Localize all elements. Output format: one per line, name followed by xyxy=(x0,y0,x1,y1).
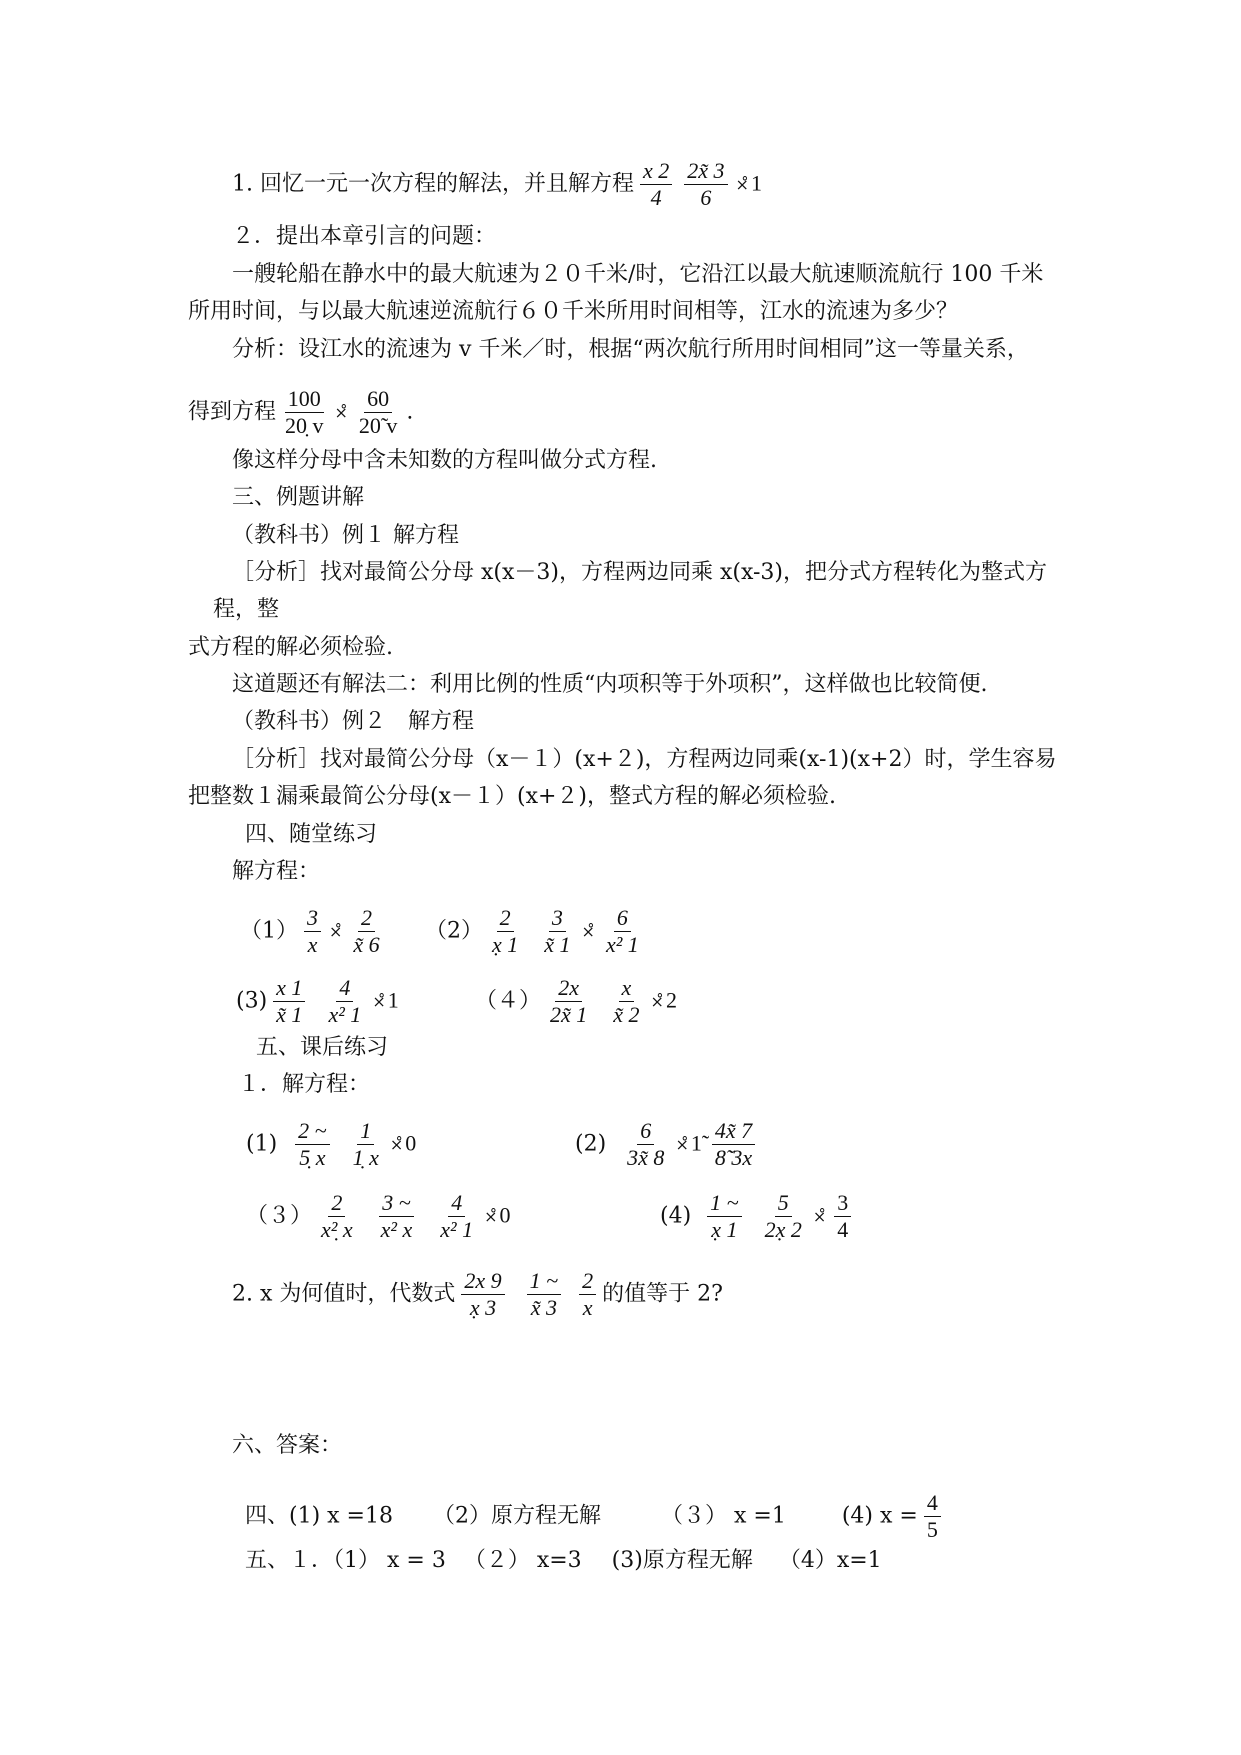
homework-problem-2: (2) $\frac{6}{3x̃ 8}$ ×̊1̃ $\frac{4x̃ 7}{8̃ 3x}$ xyxy=(575,1118,761,1171)
fraction: $\frac{2}{x̣ 1}$ xyxy=(492,905,519,957)
fraction: $\frac{3}{x̃ 1}$ xyxy=(544,905,571,957)
section-heading: 四、随堂练习 xyxy=(245,822,378,847)
practice-problem-1: （1） $\frac{3}{x}$ ×̊ $\frac{2}{x̃ 6}$ xyxy=(240,905,389,958)
answer-row-1: 四、(1) x =18 （2）原方程无解 （３） x =1 (4) x = $\frac{4}{5}$ xyxy=(245,1490,947,1543)
paragraph-line: 分析：设江水的流速为 v 千米／时，根据“两次航行所用时间相同”这一等量关系， xyxy=(232,337,1029,362)
fraction: $\frac{4x̃ 7}{8̃ 3x}$ xyxy=(712,1118,755,1171)
fraction: $\frac{6}{\text{x² 1}}$ xyxy=(605,905,639,957)
fraction: $\frac{x 1}{x̃ 1}$ xyxy=(273,975,305,1028)
homework-question-2: 2. x 为何值时，代数式 $\frac{2x 9}{x̣ 3}$ $\frac{1 \sim}{x̃ 3}$ $\frac{2}{x}$ 的值等于 2? xyxy=(232,1268,723,1320)
fraction: $\frac{3}{4}$ xyxy=(834,1190,851,1243)
fraction: $\frac{2x̃ 3}{6}$ xyxy=(684,158,727,211)
practice-problem-4: （４） $\frac{2x}{2x̃ 1}$ $\frac{x}{x̃ 2}$ ×̊2 xyxy=(475,975,677,1027)
equals-sign: ×̊ xyxy=(334,402,348,422)
practice-problem-2: （2） $\frac{2}{x̣ 1}$ $\frac{3}{x̃ 1}$ ×̊ $\frac{6}{\text{x² 1}}$ xyxy=(425,905,648,958)
homework-problem-1: (1) $\frac{2 \sim}{5̣ x}$ $\frac{1}{1̣ x}$ ×̊0 xyxy=(246,1118,417,1170)
section-heading: 五、课后练习 xyxy=(256,1035,389,1060)
fraction: $\frac{3}{x}$ xyxy=(304,905,321,958)
paragraph-line: 式方程的解必须检验. xyxy=(188,635,393,660)
fraction: $\frac{1 \sim}{x̃ 3}$ xyxy=(527,1268,561,1321)
fraction: $\frac{4}{5}$ xyxy=(924,1490,941,1543)
answer-row-2: 五、１．（1） x = 3 （２） x=3 (3)原方程无解 （4）x=1 xyxy=(245,1548,882,1573)
equals-sign: ×̊ xyxy=(735,174,749,194)
fraction: $\frac{x}{x̃ 2}$ xyxy=(613,975,640,1027)
paragraph-line: 解方程： xyxy=(232,859,321,884)
practice-problem-3: (3) $\frac{x 1}{x̃ 1}$ $\frac{4}{\text{x² 1}}$ ×̊1 xyxy=(236,975,399,1027)
paragraph-line: 程，整 xyxy=(213,597,280,622)
section-heading: 六、答案： xyxy=(232,1433,343,1458)
paragraph-line: 所用时间，与以最大航速逆流航行６０千米所用时间相等，江水的流速为多少？ xyxy=(188,299,959,324)
fraction: $\frac{2}{x̃ 6}$ xyxy=(353,905,380,957)
paragraph-line: ２．提出本章引言的问题： xyxy=(232,224,497,249)
equation-line: 得到方程 $\frac{100}{20̣ v}$ ×̊ $\frac{60}{20̃ v}$ . xyxy=(188,386,414,438)
paragraph-line: 像这样分母中含未知数的方程叫做分式方程. xyxy=(232,448,657,473)
fraction: $\frac{1}{1̣ x}$ xyxy=(352,1118,379,1170)
section-heading: 三、例题讲解 xyxy=(232,485,365,510)
homework-problem-4: (4) $\frac{1 \sim}{x̣ 1}$ $\frac{5}{2x̣ 2}$ ×̊ $\frac{3}{4}$ xyxy=(660,1190,857,1243)
fraction: $\frac{4}{\text{x² 1}}$ xyxy=(440,1190,474,1242)
paragraph-line: （教科书）例１ 解方程 xyxy=(232,523,459,548)
homework-problem-3: （３） $\frac{2}{\text{x²̣ x}}$ $\frac{3 \sim}{\text{x² x}}$ $\frac{4}{\text{x² 1}}$ ×̊0 xyxy=(246,1190,511,1242)
paragraph-line: 一艘轮船在静水中的最大航速为２０千米/时，它沿江以最大航速顺流航行 100 千米 xyxy=(232,262,1044,287)
fraction: $\frac{6}{3x̃ 8}$ xyxy=(627,1118,665,1170)
paragraph-line: 这道题还有解法二：利用比例的性质“内项积等于外项积”，这样做也比较简便. xyxy=(232,672,988,697)
fraction: $\frac{60}{20̃ v}$ xyxy=(358,386,398,438)
fraction: $\frac{100}{20̣ v}$ xyxy=(285,386,324,438)
paragraph-line: ［分析］找对最简公分母 x(x－3)，方程两边同乘 x(x-3)，把分式方程转化为整式方 xyxy=(232,560,1047,585)
paragraph-line: １．解方程： xyxy=(238,1072,371,1097)
fraction: $\frac{2}{x}$ xyxy=(579,1268,596,1321)
paragraph-line: 把整数１漏乘最简公分母(x－１）(x+２)，整式方程的解必须检验. xyxy=(188,784,836,809)
fraction: $\frac{5}{2x̣ 2}$ xyxy=(764,1190,802,1242)
fraction: $\frac{2x 9}{x̣ 3}$ xyxy=(461,1268,504,1321)
fraction: $\frac{3 \sim}{\text{x² x}}$ xyxy=(380,1190,413,1242)
paragraph-line: ［分析］找对最简公分母（x－１）(x+２)，方程两边同乘(x-1)(x+2）时，学生容易 xyxy=(232,747,1057,772)
fraction: $\frac{2}{\text{x²̣ x}}$ xyxy=(321,1190,353,1242)
fraction: $\frac{2 \sim}{5̣ x}$ xyxy=(295,1118,329,1171)
fraction: $\frac{4}{\text{x² 1}}$ xyxy=(328,975,362,1027)
fraction: $\frac{x 2}{4}$ xyxy=(640,158,672,211)
review-text: 1. 回忆一元一次方程的解法，并且解方程 xyxy=(232,171,634,197)
fraction: $\frac{2x}{2x̃ 1}$ xyxy=(550,975,588,1027)
review-line: 1. 回忆一元一次方程的解法，并且解方程 $\frac{x 2}{4}$ $\frac{2x̃ 3}{6}$ ×̊1 xyxy=(232,158,762,210)
fraction: $\frac{1 \sim}{x̣ 1}$ xyxy=(707,1190,741,1243)
paragraph-line: （教科书）例２ 解方程 xyxy=(232,709,475,734)
